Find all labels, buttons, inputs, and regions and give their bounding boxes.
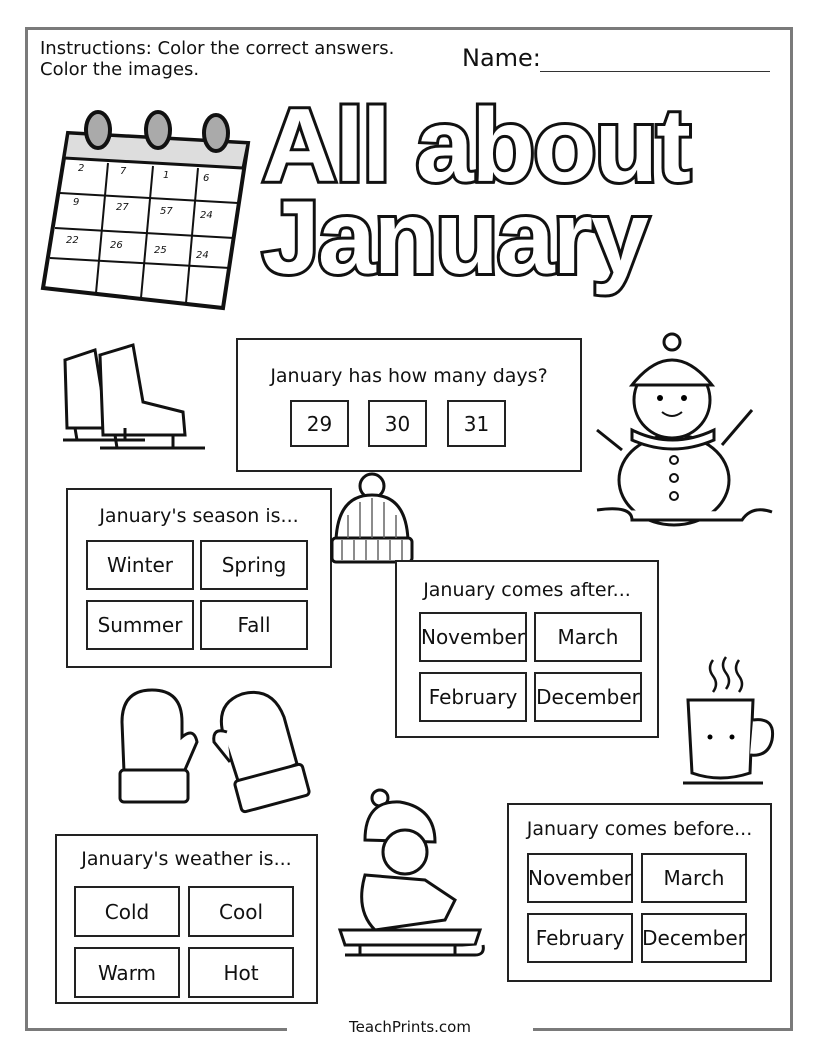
answer-option[interactable]: December	[534, 672, 642, 722]
calendar-number: 57	[160, 206, 173, 217]
question-comes-before	[507, 803, 772, 982]
title-line-1: All about	[262, 88, 689, 204]
calendar-icon	[38, 108, 258, 313]
question-prompt: January comes after...	[423, 579, 631, 601]
answer-option[interactable]: Winter	[86, 540, 194, 590]
answer-option[interactable]: 29	[290, 400, 349, 447]
calendar-number: 6	[203, 173, 210, 184]
footer-rule-right	[533, 1028, 790, 1031]
knit-hat-icon	[328, 470, 416, 568]
instructions: Instructions: Color the correct answers. Color the images.	[40, 38, 395, 80]
question-season	[66, 488, 332, 668]
question-prompt: January has how many days?	[270, 365, 548, 387]
answer-option[interactable]: Fall	[200, 600, 308, 650]
answer-option[interactable]: Summer	[86, 600, 194, 650]
answer-option[interactable]: February	[527, 913, 633, 963]
question-prompt: January's weather is...	[81, 848, 292, 870]
question-days	[236, 338, 582, 472]
title-line-2: January	[262, 180, 647, 296]
calendar-number: 9	[73, 197, 80, 208]
calendar-number: 7	[120, 166, 127, 177]
ice-skates-icon	[55, 340, 215, 455]
answer-option[interactable]: February	[419, 672, 527, 722]
answer-option[interactable]: November	[419, 612, 527, 662]
answer-option[interactable]: Warm	[74, 947, 180, 998]
answer-option[interactable]: 30	[368, 400, 427, 447]
answer-option[interactable]: Cold	[74, 886, 180, 937]
page-title	[262, 88, 689, 296]
question-comes-after	[395, 560, 659, 738]
footer-rule-left	[25, 1028, 287, 1031]
mittens-icon	[112, 682, 317, 817]
hot-cocoa-icon	[678, 655, 778, 790]
snowman-icon	[592, 330, 777, 540]
calendar-number: 2	[78, 163, 85, 174]
answer-option[interactable]: Cool	[188, 886, 294, 937]
calendar-number: 26	[110, 240, 123, 251]
question-prompt: January comes before...	[526, 818, 753, 840]
answer-option[interactable]: 31	[447, 400, 506, 447]
answer-option[interactable]: March	[641, 853, 747, 903]
calendar-number: 24	[200, 210, 213, 221]
answer-option[interactable]: Spring	[200, 540, 308, 590]
question-weather	[55, 834, 318, 1004]
calendar-number: 27	[116, 202, 129, 213]
calendar-number: 25	[154, 245, 167, 256]
calendar-number: 1	[163, 170, 170, 181]
answer-option[interactable]: Hot	[188, 947, 294, 998]
child-on-sled-icon	[335, 780, 485, 990]
footer-site: TeachPrints.com	[349, 1018, 471, 1036]
answer-option[interactable]: November	[527, 853, 633, 903]
calendar-number: 24	[196, 250, 209, 261]
calendar-number: 22	[66, 235, 79, 246]
name-field[interactable]	[540, 71, 770, 72]
answer-option[interactable]: March	[534, 612, 642, 662]
name-label: Name:	[462, 44, 541, 72]
question-prompt: January's season is...	[99, 505, 299, 527]
answer-option[interactable]: December	[641, 913, 747, 963]
